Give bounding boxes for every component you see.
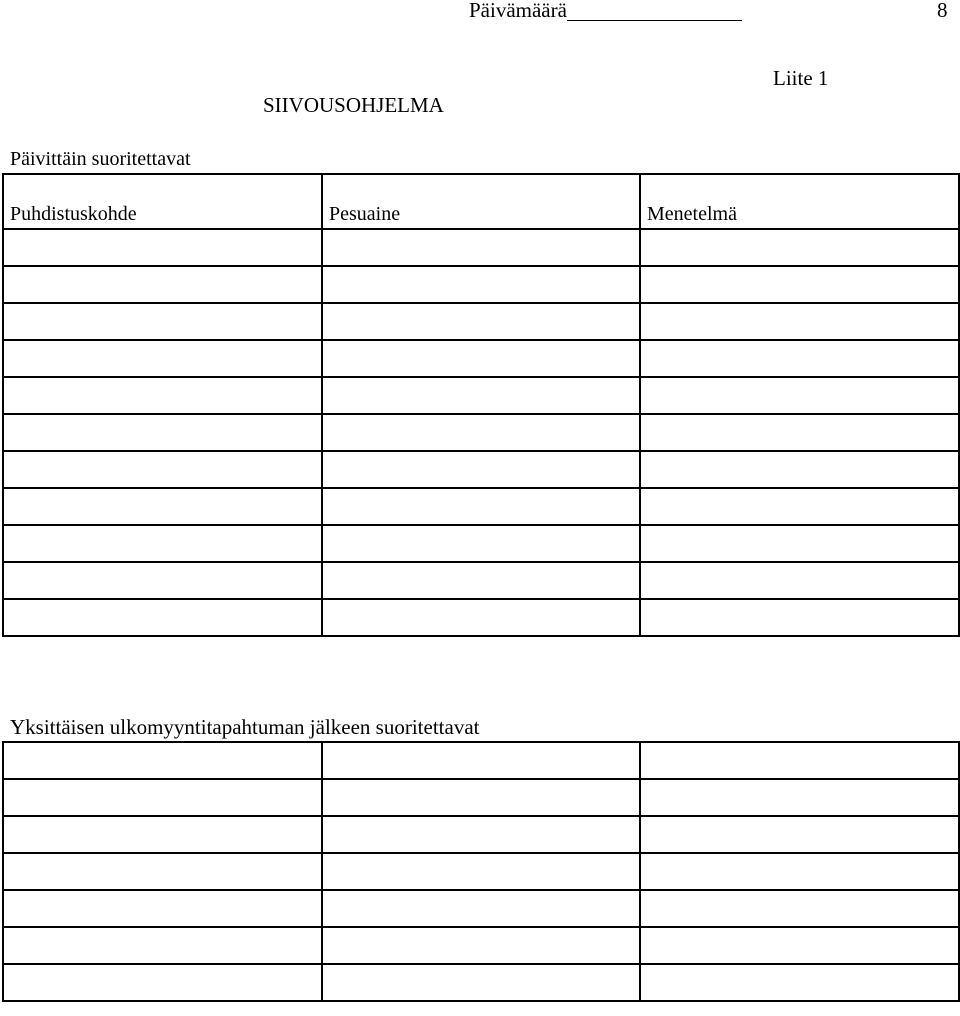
table-row [3, 340, 959, 377]
column-header-detergent: Pesuaine [322, 174, 640, 229]
table-cell[interactable] [640, 816, 959, 853]
appendix-label: Liite 1 [773, 66, 829, 90]
table-row [3, 377, 959, 414]
table-cell[interactable] [3, 964, 322, 1001]
event-section-heading: Yksittäisen ulkomyyntitapahtuman jälkeen suoritettavat [10, 715, 480, 739]
table-cell[interactable] [640, 229, 959, 266]
table-cell[interactable] [3, 340, 322, 377]
table-cell[interactable] [322, 742, 640, 779]
table-cell[interactable] [3, 266, 322, 303]
table-row [3, 890, 959, 927]
table-row [3, 414, 959, 451]
table-cell[interactable] [322, 964, 640, 1001]
table-cell[interactable] [322, 890, 640, 927]
table-row [3, 816, 959, 853]
page-number: 8 [937, 0, 948, 22]
table-cell[interactable] [640, 451, 959, 488]
table-cell[interactable] [640, 599, 959, 636]
table-cell[interactable] [640, 340, 959, 377]
table-row [3, 742, 959, 779]
table-cell[interactable] [322, 562, 640, 599]
table-cell[interactable] [322, 414, 640, 451]
table-cell[interactable] [640, 853, 959, 890]
table-row [3, 927, 959, 964]
table-cell[interactable] [3, 927, 322, 964]
table-cell[interactable] [322, 451, 640, 488]
table-cell[interactable] [640, 525, 959, 562]
table-cell[interactable] [640, 303, 959, 340]
table-cell[interactable] [3, 599, 322, 636]
table-cell[interactable] [640, 266, 959, 303]
table-cell[interactable] [640, 742, 959, 779]
table-cell[interactable] [3, 816, 322, 853]
table-row [3, 779, 959, 816]
table-row [3, 525, 959, 562]
table-cell[interactable] [322, 853, 640, 890]
table-cell[interactable] [322, 927, 640, 964]
table-row [3, 488, 959, 525]
table-cell[interactable] [640, 890, 959, 927]
table-cell[interactable] [640, 377, 959, 414]
date-label: Päivämäärä [469, 0, 567, 22]
table-cell[interactable] [3, 303, 322, 340]
table-cell[interactable] [322, 816, 640, 853]
table-row [3, 229, 959, 266]
daily-cleaning-table [2, 173, 960, 637]
daily-section-heading: Päivittäin suoritettavat [10, 148, 191, 170]
table-cell[interactable] [640, 927, 959, 964]
table-row [3, 266, 959, 303]
table-cell[interactable] [322, 229, 640, 266]
table-cell[interactable] [640, 964, 959, 1001]
document-title: SIIVOUSOHJELMA [263, 93, 444, 117]
table-cell[interactable] [322, 377, 640, 414]
table-row [3, 964, 959, 1001]
table-cell[interactable] [322, 599, 640, 636]
table-row [3, 562, 959, 599]
table-cell[interactable] [3, 525, 322, 562]
column-header-cleaning-target: Puhdistuskohde [3, 174, 322, 229]
table-cell[interactable] [3, 451, 322, 488]
table-cell[interactable] [3, 488, 322, 525]
table-cell[interactable] [3, 562, 322, 599]
table-cell[interactable] [3, 853, 322, 890]
table-cell[interactable] [3, 742, 322, 779]
table-cell[interactable] [322, 488, 640, 525]
table-cell[interactable] [3, 779, 322, 816]
table-cell[interactable] [3, 377, 322, 414]
table-row [3, 451, 959, 488]
event-cleaning-table [2, 741, 960, 1002]
table-cell[interactable] [3, 890, 322, 927]
date-blank-line[interactable] [567, 3, 742, 21]
table-cell[interactable] [322, 340, 640, 377]
table-row [3, 599, 959, 636]
table-cell[interactable] [640, 488, 959, 525]
table-cell[interactable] [322, 525, 640, 562]
table-header-row [3, 174, 959, 229]
table-cell[interactable] [640, 779, 959, 816]
table-cell[interactable] [322, 303, 640, 340]
date-field [469, 0, 742, 21]
column-header-method: Menetelmä [640, 174, 959, 229]
table-cell[interactable] [3, 414, 322, 451]
table-cell[interactable] [640, 414, 959, 451]
table-cell[interactable] [640, 562, 959, 599]
table-cell[interactable] [322, 779, 640, 816]
table-row [3, 853, 959, 890]
table-row [3, 303, 959, 340]
table-cell[interactable] [3, 229, 322, 266]
table-cell[interactable] [322, 266, 640, 303]
